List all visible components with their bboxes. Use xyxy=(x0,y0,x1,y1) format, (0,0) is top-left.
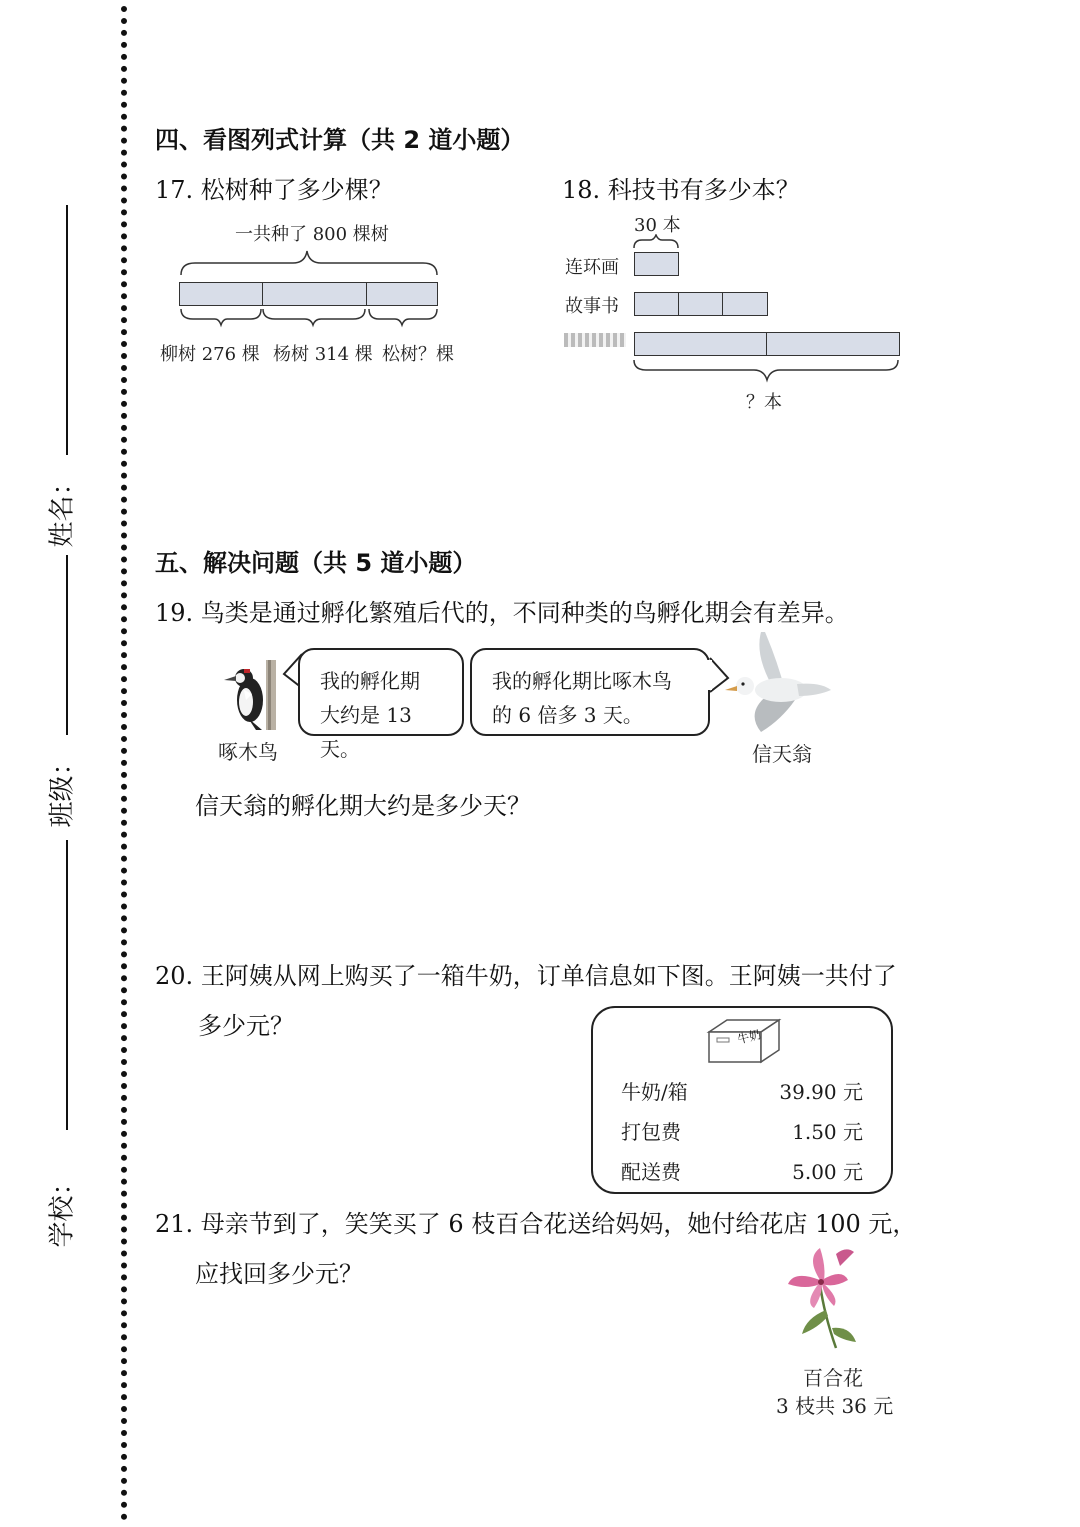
q18-comic-label: 连环画 xyxy=(565,257,619,278)
q18-story-label: 故事书 xyxy=(565,296,619,317)
school-label: 学校： xyxy=(47,1169,78,1248)
bubble2-line2: 的 6 倍多 3 天。 xyxy=(492,703,643,727)
name-underline xyxy=(66,205,68,455)
q18-tech-bar-2 xyxy=(766,332,900,356)
q18-result-brace xyxy=(630,356,905,384)
q17-pine-label: 松树？棵 xyxy=(382,344,454,365)
q21-text-line1: 21. 母亲节到了，笑笑买了 6 枝百合花送给妈妈，她付给花店 100 元， xyxy=(155,1210,917,1238)
q18-result-label: ？本 xyxy=(746,392,782,413)
school-underline xyxy=(66,840,68,1130)
q17-bar-poplar xyxy=(262,282,368,306)
lily-flower-image xyxy=(780,1244,860,1350)
q18-story-bar-3 xyxy=(722,292,768,316)
albatross-name: 信天翁 xyxy=(752,742,812,766)
lily-price: 3 枝共 36 元 xyxy=(776,1394,894,1418)
order-item-packing-value: 1.50 元 xyxy=(792,1120,863,1144)
milk-box-text: 牛奶 xyxy=(735,1027,763,1047)
q17-text: 17. 松树种了多少棵？ xyxy=(155,176,393,204)
q18-unit-brace xyxy=(630,234,690,250)
class-label: 班级： xyxy=(47,749,78,828)
order-item-milk-value: 39.90 元 xyxy=(779,1080,863,1104)
q20-text-line2: 多少元？ xyxy=(198,1012,294,1040)
q18-unit-label: 30 本 xyxy=(634,215,681,236)
q18-comic-bar xyxy=(634,252,679,276)
woodpecker-image xyxy=(222,660,280,730)
q18-story-bar-1 xyxy=(634,292,680,316)
q18-tech-label-blurred xyxy=(564,333,626,347)
q18-story-bar-2 xyxy=(678,292,724,316)
order-item-delivery-label: 配送费 xyxy=(621,1160,681,1184)
q17-brace-pine xyxy=(369,309,437,325)
albatross-image xyxy=(725,624,833,736)
section5-title: 五、解决问题（共 5 道小题） xyxy=(155,549,477,577)
q18-text: 18. 科技书有多少本？ xyxy=(562,176,800,204)
name-label: 姓名： xyxy=(47,469,78,548)
q17-bar-willow xyxy=(179,282,264,306)
q17-brace-poplar xyxy=(263,309,365,325)
woodpecker-speech-bubble xyxy=(298,648,464,761)
bubble1-line2: 大约是 13 天。 xyxy=(320,703,412,761)
q19-ask: 信天翁的孵化期大约是多少天？ xyxy=(195,792,531,820)
q18-tech-bar-1 xyxy=(634,332,768,356)
q17-top-brace xyxy=(181,251,437,275)
q20-text-line1: 20. 王阿姨从网上购买了一箱牛奶，订单信息如下图。王阿姨一共付了 xyxy=(155,962,897,990)
bubble2-line1: 我的孵化期比啄木鸟 xyxy=(492,669,672,693)
order-item-delivery-value: 5.00 元 xyxy=(792,1160,863,1184)
order-info-box xyxy=(591,1006,893,1194)
lily-name: 百合花 xyxy=(803,1366,863,1390)
albatross-speech-bubble xyxy=(470,648,710,736)
q17-willow-label: 柳树 276 棵 xyxy=(160,344,260,365)
section4-title: 四、看图列式计算（共 2 道小题） xyxy=(155,126,525,154)
order-item-milk-label: 牛奶/箱 xyxy=(621,1080,688,1104)
q17-total-label: 一共种了 800 棵树 xyxy=(235,224,389,245)
q17-brace-willow xyxy=(181,309,261,325)
woodpecker-name: 啄木鸟 xyxy=(218,740,278,764)
binding-dotted-line xyxy=(121,6,127,1521)
q21-text-line2: 应找回多少元？ xyxy=(195,1260,363,1288)
order-item-packing-label: 打包费 xyxy=(621,1120,681,1144)
q17-poplar-label: 杨树 314 棵 xyxy=(273,344,373,365)
bubble1-line1: 我的孵化期 xyxy=(320,669,420,693)
q17-bar-pine xyxy=(366,282,438,306)
class-underline-top xyxy=(66,555,68,735)
q19-text: 19. 鸟类是通过孵化繁殖后代的，不同种类的鸟孵化期会有差异。 xyxy=(155,599,849,627)
